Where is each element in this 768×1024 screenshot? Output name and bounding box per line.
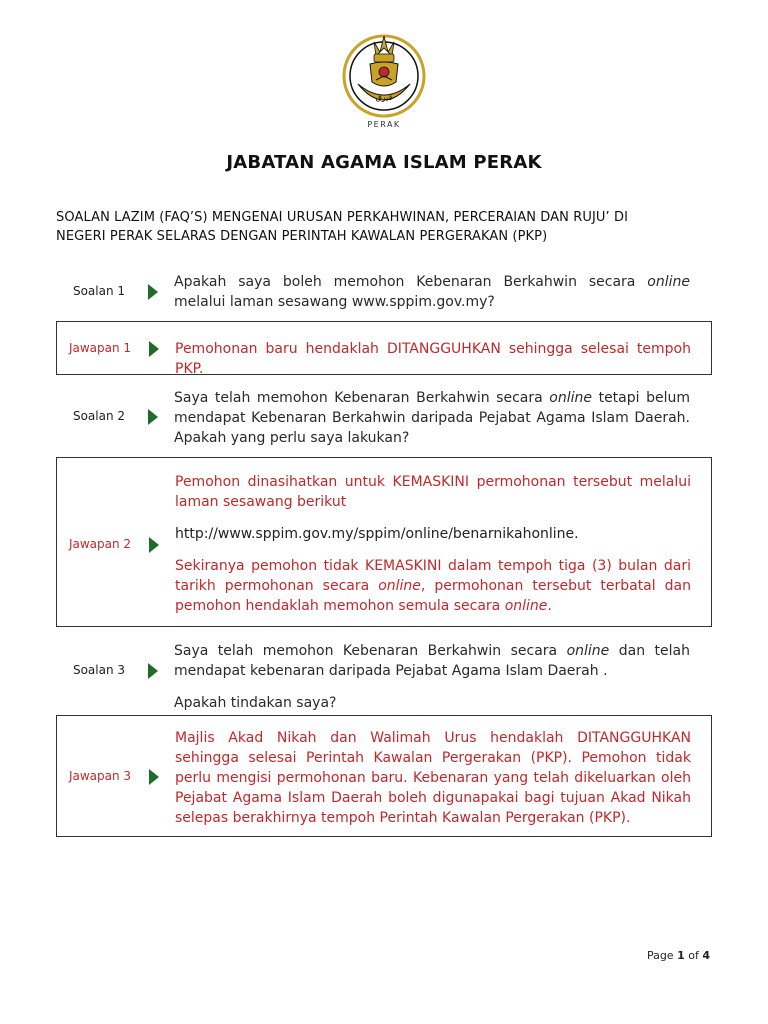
question-1-text: Apakah saya boleh memohon Kebenaran Berkahwin secara online melalui laman sesawang www.sppim.gov.my? bbox=[174, 274, 690, 310]
answer-1-box bbox=[56, 321, 712, 375]
answer-2-label: Jawapan 2 bbox=[68, 537, 132, 551]
emblem-label: PERAK bbox=[367, 120, 401, 129]
subtitle-line-1: SOALAN LAZIM (FAQ’S) MENGENAI URUSAN PERKAHWINAN, PERCERAIAN DAN RUJU’ DI bbox=[56, 210, 629, 225]
answer-2-url: http://www.sppim.gov.my/sppim/online/benarnikahonline. bbox=[175, 526, 579, 542]
arrow-right-icon bbox=[148, 409, 158, 425]
answer-2-paragraph-3: Sekiranya pemohon tidak KEMASKINI dalam tempoh tiga (3) bulan dari tarikh permohonan secara online, permohonan tersebut terbatal dan pemohon hendaklah memohon semula secara online. bbox=[175, 558, 691, 614]
answer-1-label: Jawapan 1 bbox=[68, 341, 132, 355]
arrow-right-icon bbox=[149, 341, 159, 357]
question-2-row bbox=[56, 388, 710, 450]
question-3-text: Saya telah memohon Kebenaran Berkahwin secara online dan telah mendapat kebenaran daripada Pejabat Agama Islam Daerah . Apakah tindakan saya? bbox=[174, 643, 690, 711]
question-2-text: Saya telah memohon Kebenaran Berkahwin secara online tetapi belum mendapat Kebenaran Berkahwin daripada Pejabat Agama Islam Daerah. Apakah yang perlu saya lakukan? bbox=[174, 390, 690, 446]
question-1-row bbox=[56, 272, 710, 316]
question-3-followup: Apakah tindakan saya? bbox=[174, 695, 337, 711]
answer-3-label: Jawapan 3 bbox=[68, 769, 132, 783]
answer-3-text: Majlis Akad Nikah dan Walimah Urus hendaklah DITANGGUHKAN sehingga selesai Perintah Kawalan Pergerakan (PKP). Pemohon tidak perlu mengisi permohonan baru. Kebenaran yang telah dikeluarkan oleh Pejabat Agama Islam Daerah boleh digunapakai bagi tujuan Akad Nikah selepas berakhirnya tempoh Perintah Kawalan Pergerakan (PKP). bbox=[175, 730, 691, 826]
answer-1-text: Pemohonan baru hendaklah DITANGGUHKAN sehingga selesai tempoh PKP. bbox=[175, 341, 691, 377]
question-3-label: Soalan 3 bbox=[72, 663, 126, 677]
question-3-row bbox=[56, 641, 710, 713]
arrow-right-icon bbox=[148, 663, 158, 679]
question-1-label: Soalan 1 bbox=[72, 284, 126, 298]
document-subtitle bbox=[56, 208, 696, 246]
answer-2-text bbox=[175, 472, 691, 616]
question-2-label: Soalan 2 bbox=[72, 409, 126, 423]
subtitle-line-2: NEGERI PERAK SELARAS DENGAN PERINTAH KAWALAN PERGERAKAN (PKP) bbox=[56, 229, 548, 244]
answer-2-box bbox=[56, 457, 712, 627]
arrow-right-icon bbox=[148, 284, 158, 300]
document-title: JABATAN AGAMA ISLAM PERAK bbox=[226, 152, 542, 173]
answer-3-box bbox=[56, 715, 712, 837]
svg-text:ڤيرق: ڤيرق bbox=[375, 93, 393, 102]
answer-2-paragraph-1: Pemohon dinasihatkan untuk KEMASKINI permohonan tersebut melalui laman sesawang berikut bbox=[175, 474, 691, 510]
page-number: Page 1 of 4 bbox=[646, 949, 710, 962]
arrow-right-icon bbox=[149, 769, 159, 785]
arrow-right-icon bbox=[149, 537, 159, 553]
